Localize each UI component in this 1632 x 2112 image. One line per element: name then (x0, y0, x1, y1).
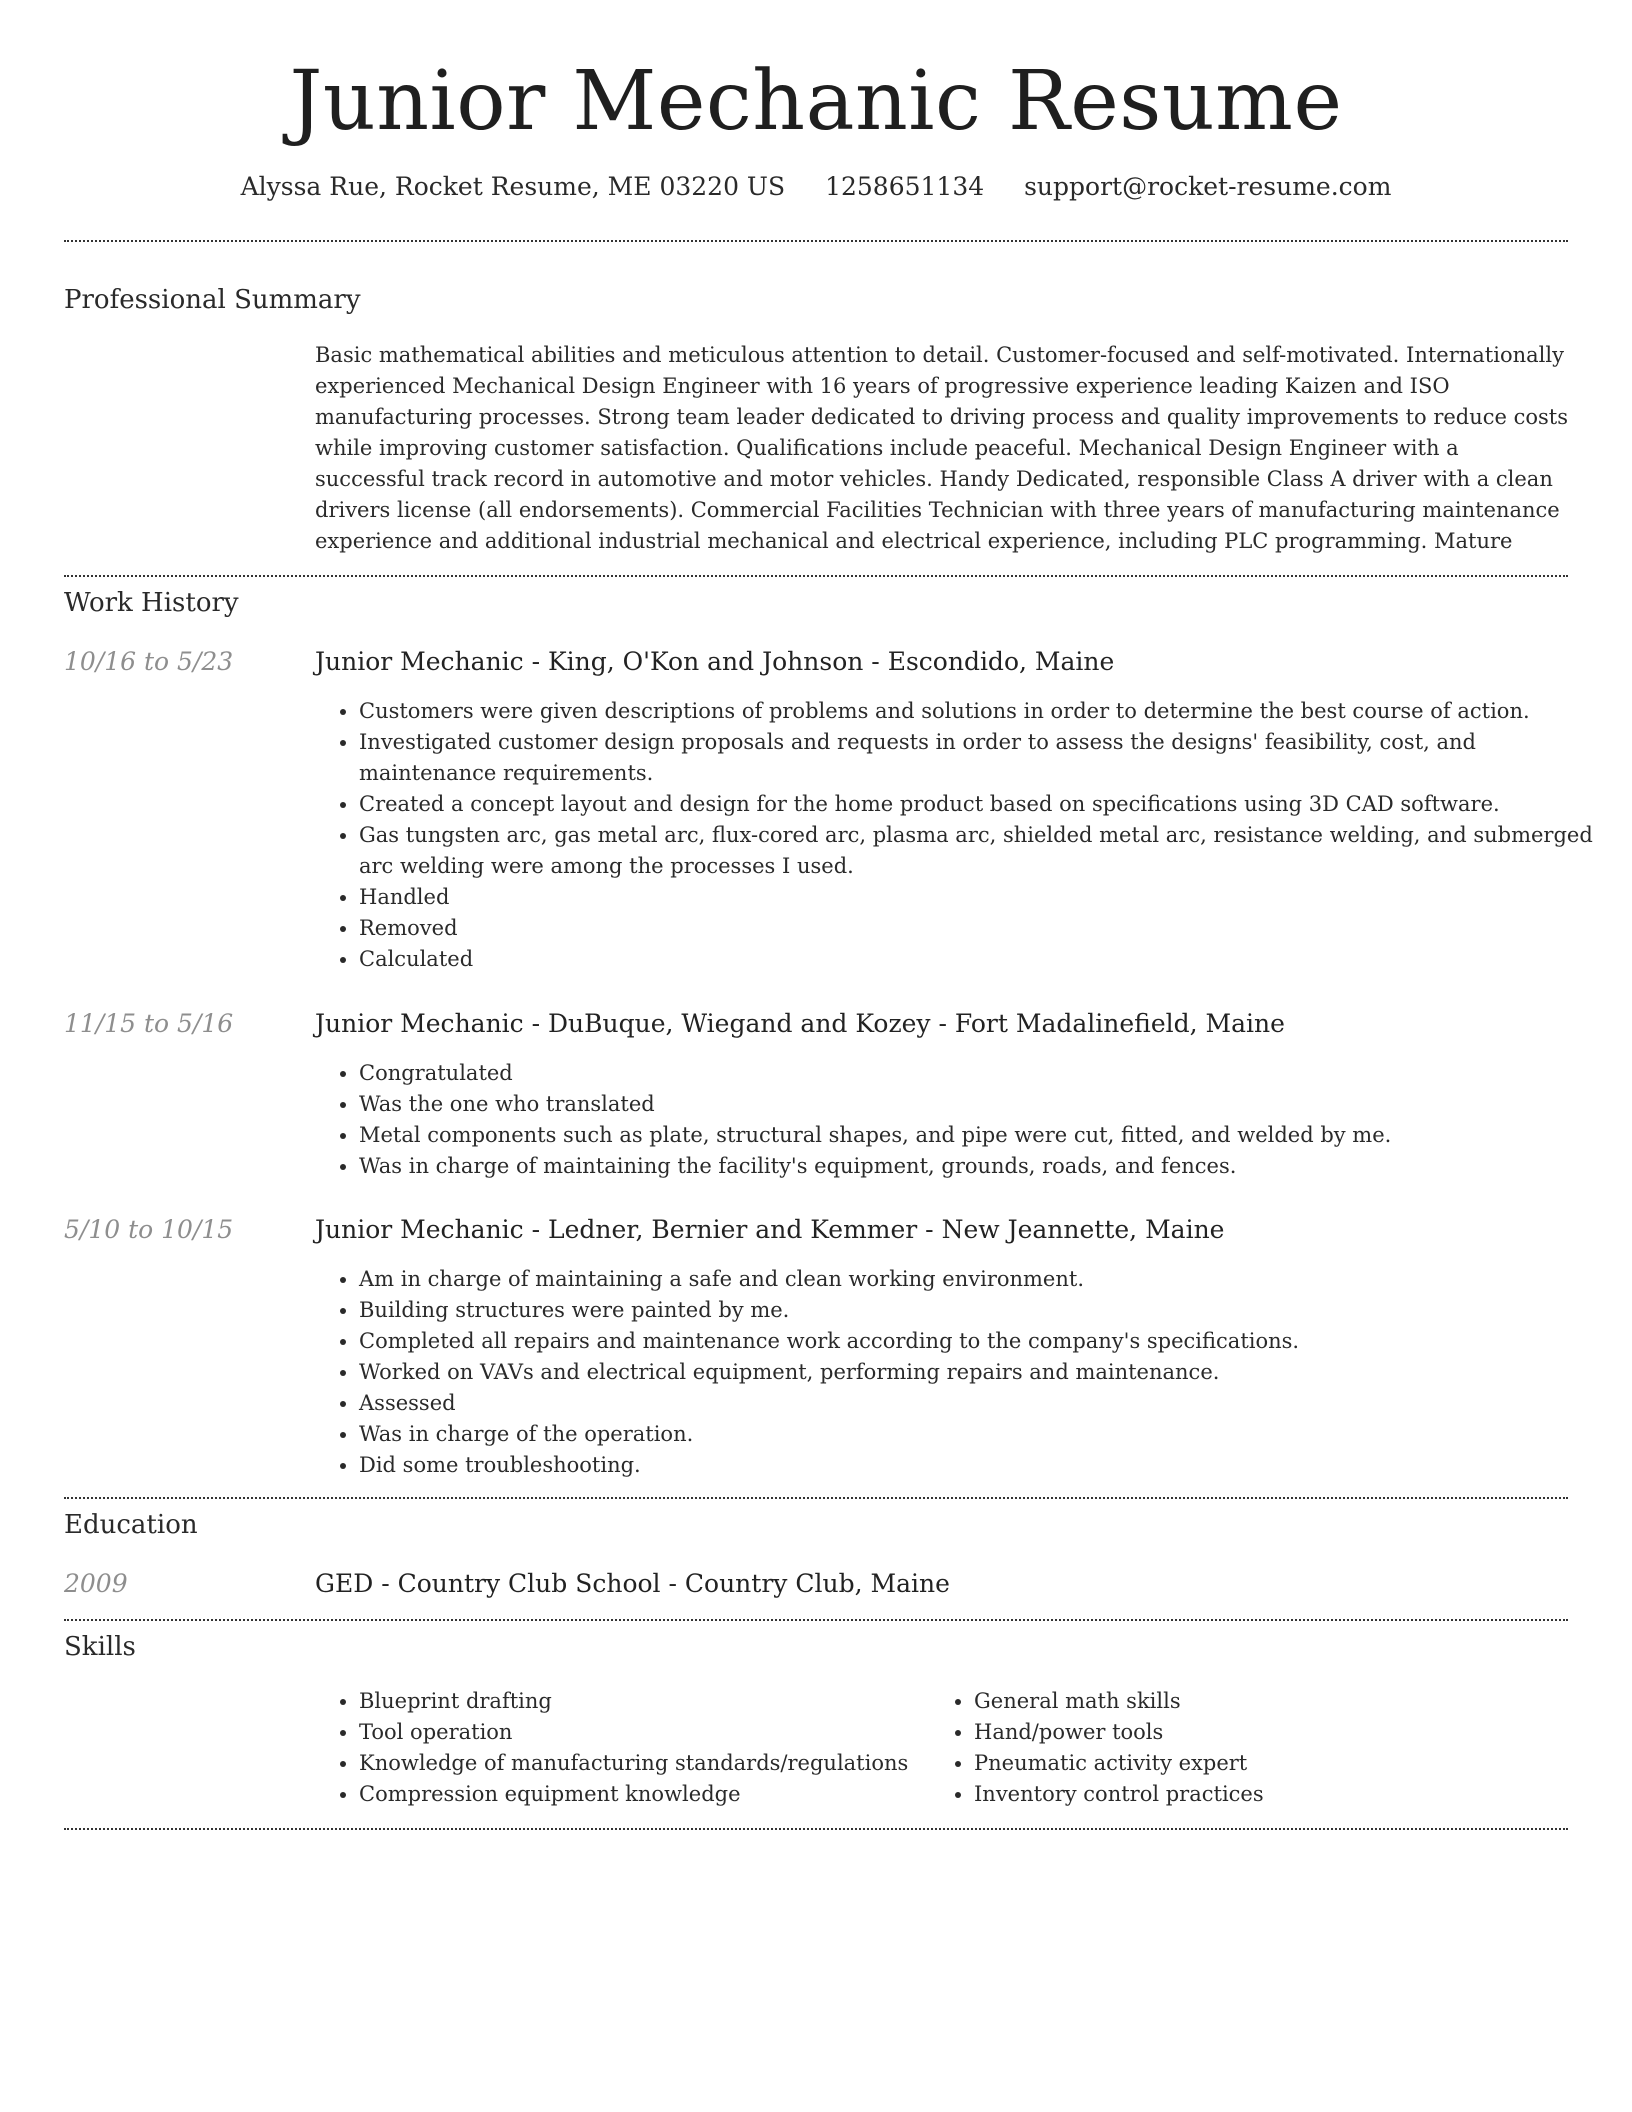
divider (64, 1497, 1568, 1499)
divider (64, 1828, 1568, 1830)
skill-item: • Inventory control practices (974, 1779, 1544, 1810)
section-title-summary: Professional Summary (64, 285, 361, 315)
job-bullet: • Building structures were painted by me. (359, 1295, 1614, 1326)
job-bullet: • Am in charge of maintaining a safe and clean working environment. (359, 1264, 1614, 1295)
job-bullet: • Calculated (359, 944, 1614, 975)
skill-item: • General math skills (974, 1686, 1544, 1717)
skill-item: • Tool operation (359, 1717, 929, 1748)
education-year: 2009 (64, 1569, 128, 1598)
contact-phone: 1258651134 (825, 172, 985, 201)
summary-text: Basic mathematical abilities and meticulous attention to detail. Customer-focused and self-motivated. Internationally experienced Mechanical Design Engineer with 16 years of progressive experience leading Kaizen and ISO manufacturing processes. Strong team leader dedicated to driving process and quality improvements to reduce costs while improving customer satisfaction. Qualifications include peaceful. Mechanical Design Engineer with a successful track record in automotive and motor vehicles. Handy Dedicated, responsible Class A driver with a clean drivers license (all endorsements). Commercial Facilities Technician with three years of manufacturing maintenance experience and additional industrial mechanical and electrical experience, including PLC programming. Mature (315, 343, 1569, 553)
skill-item: • Compression equipment knowledge (359, 1779, 929, 1810)
divider (64, 1619, 1568, 1621)
contact-line (0, 170, 1632, 204)
job-bullet: • Gas tungsten arc, gas metal arc, flux-cored arc, plasma arc, shielded metal arc, resistance welding, and submerged arc welding were among the processes I used. (359, 820, 1614, 882)
skill-item: • Pneumatic activity expert (974, 1748, 1544, 1779)
job-bullet: • Removed (359, 913, 1614, 944)
divider (64, 240, 1568, 242)
job-bullets (315, 1264, 1614, 1481)
job-bullet: • Was in charge of maintaining the facility's equipment, grounds, roads, and fences. (359, 1151, 1614, 1182)
skills-list-right (930, 1686, 1544, 1810)
job-dates: 10/16 to 5/23 (64, 647, 234, 676)
job-bullets (315, 696, 1614, 975)
section-title-education: Education (64, 1510, 198, 1540)
job-dates: 5/10 to 10/15 (64, 1215, 234, 1244)
section-title-work: Work History (64, 588, 239, 618)
skill-item: • Blueprint drafting (359, 1686, 929, 1717)
job-bullet: • Completed all repairs and maintenance work according to the company's specifications. (359, 1326, 1614, 1357)
job-title: Junior Mechanic - Ledner, Bernier and Kemmer - New Jeannette, Maine (315, 1215, 1225, 1244)
job-bullet: • Assessed (359, 1388, 1614, 1419)
job-bullet: • Metal components such as plate, structural shapes, and pipe were cut, fitted, and welded by me. (359, 1120, 1614, 1151)
skill-item: • Knowledge of manufacturing standards/regulations (359, 1748, 929, 1779)
job-bullet: • Did some troubleshooting. (359, 1450, 1614, 1481)
job-bullet: • Handled (359, 882, 1614, 913)
job-bullet: • Worked on VAVs and electrical equipment, performing repairs and maintenance. (359, 1357, 1614, 1388)
job-bullet: • Investigated customer design proposals and requests in order to assess the designs' feasibility, cost, and maintenance requirements. (359, 727, 1614, 789)
skills-list-left (315, 1686, 929, 1810)
resume-title: Junior Mechanic Resume (289, 54, 1343, 149)
job-title: Junior Mechanic - King, O'Kon and Johnson - Escondido, Maine (315, 647, 1115, 676)
job-bullet: • Was in charge of the operation. (359, 1419, 1614, 1450)
job-title: Junior Mechanic - DuBuque, Wiegand and Kozey - Fort Madalinefield, Maine (315, 1009, 1285, 1038)
education-detail: GED - Country Club School - Country Club, Maine (315, 1569, 950, 1598)
skill-item: • Hand/power tools (974, 1717, 1544, 1748)
job-bullet: • Was the one who translated (359, 1089, 1614, 1120)
job-dates: 11/15 to 5/16 (64, 1009, 234, 1038)
contact-address: Alyssa Rue, Rocket Resume, ME 03220 US (240, 172, 786, 201)
job-bullet: • Congratulated (359, 1058, 1614, 1089)
job-bullets (315, 1058, 1614, 1182)
job-bullet: • Customers were given descriptions of problems and solutions in order to determine the best course of action. (359, 696, 1614, 727)
job-bullet: • Created a concept layout and design for the home product based on specifications using 3D CAD software. (359, 789, 1614, 820)
section-title-skills: Skills (64, 1632, 136, 1662)
divider (64, 575, 1568, 577)
contact-email: support@rocket-resume.com (1024, 172, 1392, 201)
